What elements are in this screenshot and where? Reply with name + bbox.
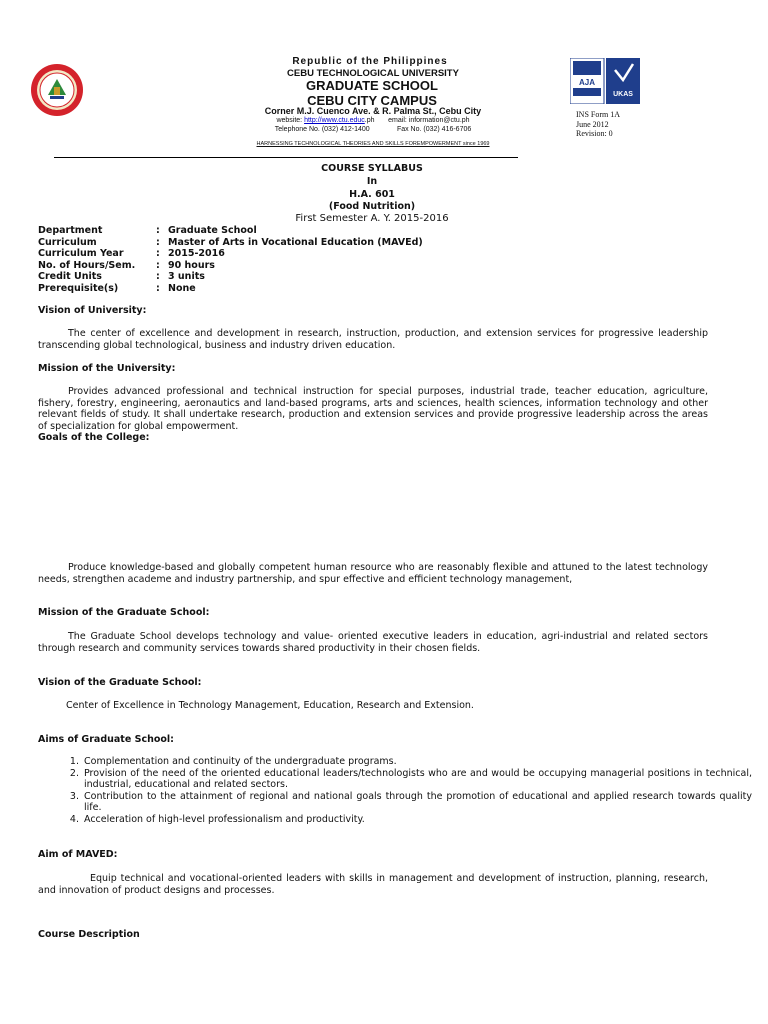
form-date: June 2012	[576, 119, 609, 129]
info-row	[38, 271, 423, 283]
info-colon: :	[156, 282, 160, 294]
form-revision: Revision: 0	[576, 129, 613, 138]
info-key: Curriculum Year	[38, 248, 124, 259]
syllabus-in: In	[366, 176, 378, 187]
goals-college-heading: Goals of the College:	[38, 432, 150, 443]
mission-university-text: Provides advanced professional and technical instruction for special purposes, industrial trade, teacher education, agriculture, fishery, forestry, engineering, aeronautics and land-based programs, arts and sciences, health sciences, information technology and other relevant fields of study. It shall undertake research, production and extension services and provide progressive leadership across the areas of specialization for global empowerment.	[38, 386, 708, 432]
list-item: 3. Contribution to the attainment of regional and national goals through the promotion of educational and applied research towards quality life.	[82, 791, 752, 814]
vision-university-text: The center of excellence and development in research, instruction, production, and extension services for progressive leadership transcending global technological, business and industry driven education.	[38, 328, 708, 351]
header-tagline: HARNESSING TECHNOLOGICAL THEORIES AND SKILLS FOREMPOWERMENT since 1969	[256, 141, 490, 147]
info-colon: :	[156, 259, 160, 271]
aims-gs-heading: Aims of Graduate School:	[38, 734, 174, 745]
goals-college-text: Produce knowledge-based and globally competent human resource who are reasonably flexible and attuned to the latest technology needs, strengthen academe and industry partnership, and spur effective and efficient technology management,	[38, 562, 708, 585]
vision-gs-heading: Vision of the Graduate School:	[38, 677, 202, 688]
certification-logos	[570, 58, 640, 104]
fax-text: Fax No. (032) 416-6706	[396, 126, 472, 133]
list-item: 1. Complementation and continuity of the undergraduate programs.	[82, 756, 752, 768]
list-item: 4. Acceleration of high-level professionalism and productivity.	[82, 814, 752, 826]
header-contacts	[0, 117, 746, 124]
info-value: Master of Arts in Vocational Education (MAVEd)	[168, 236, 423, 248]
info-key: Prerequisite(s)	[38, 282, 119, 294]
course-description-heading: Course Description	[38, 929, 140, 940]
header-campus: CEBU CITY CAMPUS	[307, 93, 437, 108]
website-label: website:	[276, 117, 303, 124]
aja-label: AJA	[578, 78, 596, 87]
mission-gs-text: The Graduate School develops technology and value- oriented executive leaders in education, agri-industrial and related sectors through research and community services towards shared productivity in their chosen fields.	[38, 631, 708, 654]
info-colon: :	[156, 225, 160, 236]
info-value: 90 hours	[168, 259, 215, 271]
aim-maved-heading: Aim of MAVED:	[38, 849, 118, 860]
info-colon: :	[156, 271, 160, 282]
semester: First Semester A. Y. 2015-2016	[295, 213, 449, 224]
info-value: None	[168, 282, 196, 294]
header-republic: Republic of the Philippines	[292, 56, 448, 67]
aims-gs-list	[38, 756, 752, 825]
info-key: Curriculum	[38, 236, 97, 248]
info-row	[38, 248, 423, 260]
course-code: H.A. 601	[349, 189, 395, 200]
info-key: No. of Hours/Sem.	[38, 259, 136, 271]
info-row	[38, 283, 423, 295]
telephone-text: Telephone No. (032) 412-1400	[274, 126, 370, 133]
vision-gs-text: Center of Excellence in Technology Management, Education, Research and Extension.	[66, 700, 474, 711]
syllabus-heading: COURSE SYLLABUS	[321, 163, 423, 174]
vision-university-heading: Vision of University:	[38, 305, 147, 316]
aim-maved-text: Equip technical and vocational-oriented leaders with skills in management and development of instruction, planning, research, and innovation of product designs and processes.	[38, 873, 708, 896]
form-number: INS Form 1A	[576, 110, 621, 119]
mission-gs-heading: Mission of the Graduate School:	[38, 607, 210, 618]
mission-university-heading: Mission of the University:	[38, 363, 176, 374]
course-info-table	[38, 225, 423, 294]
info-row	[38, 225, 423, 237]
info-colon: :	[156, 236, 160, 248]
info-value: 2015-2016	[168, 248, 225, 259]
header-divider	[54, 157, 518, 158]
website-link[interactable]: http://www.ctu.educ	[304, 117, 365, 124]
info-row	[38, 237, 423, 249]
info-key: Department	[38, 225, 103, 236]
info-value: 3 units	[168, 271, 205, 282]
list-item: 2. Provision of the need of the oriented educational leaders/technologists who are and would be occupying managerial positions in technical, industrial, educational and related sectors.	[82, 768, 752, 791]
info-row	[38, 260, 423, 272]
header-school: GRADUATE SCHOOL	[306, 78, 438, 93]
website-suffix: .ph	[364, 117, 375, 124]
course-name: (Food Nutrition)	[328, 201, 416, 212]
info-value: Graduate School	[168, 225, 257, 236]
header-address: Corner M.J. Cuenco Ave. & R. Palma St., Cebu City	[264, 106, 482, 116]
header-phone-fax	[0, 126, 746, 133]
ukas-label: UKAS	[613, 91, 633, 98]
header-university: CEBU TECHNOLOGICAL UNIVERSITY	[287, 68, 459, 79]
email-text: email: information@ctu.ph	[388, 117, 470, 124]
info-colon: :	[156, 248, 160, 259]
form-reference	[576, 110, 620, 139]
info-key: Credit Units	[38, 271, 102, 282]
